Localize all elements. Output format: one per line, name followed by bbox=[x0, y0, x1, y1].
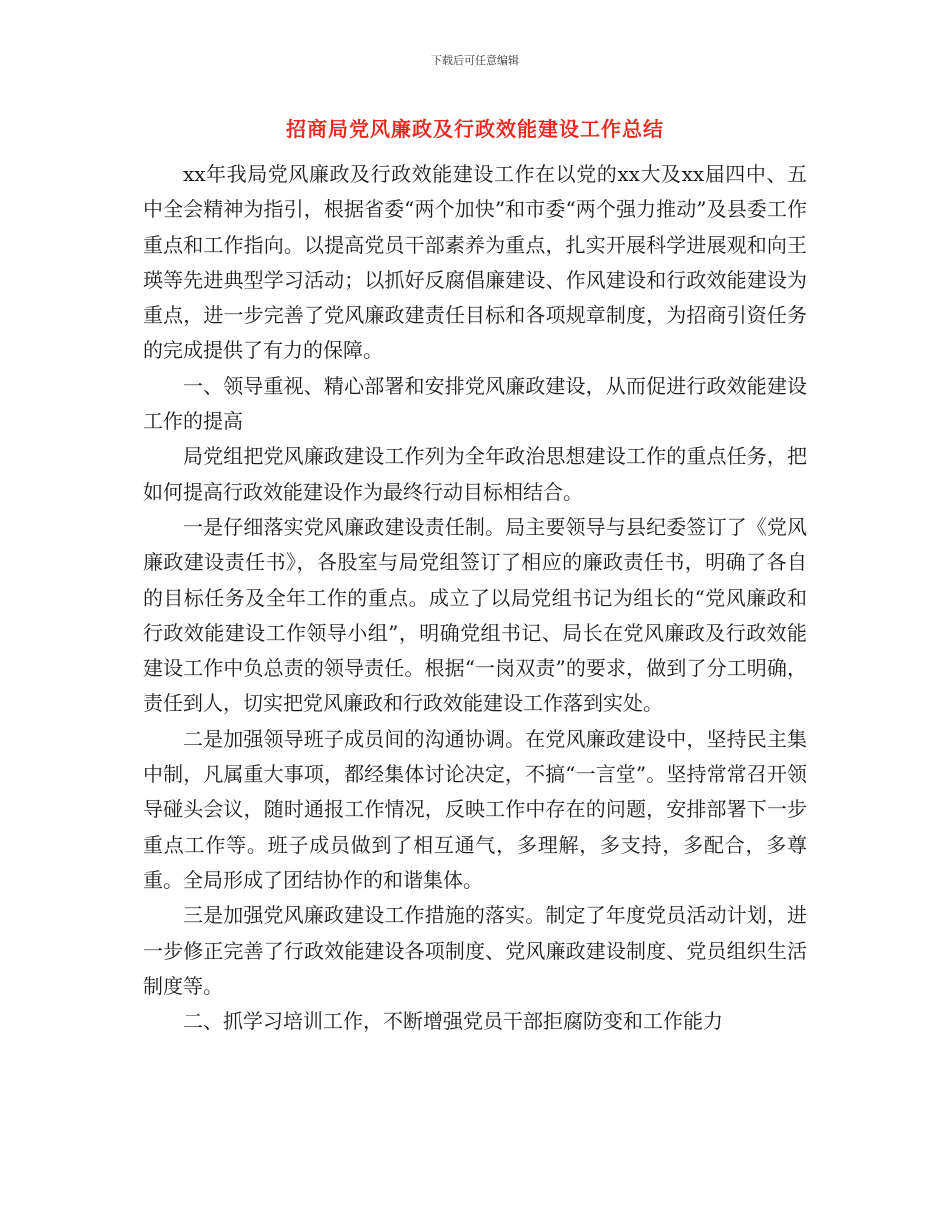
paragraph: 局党组把党风廉政建设工作列为全年政治思想建设工作的重点任务，把如何提高行政效能建设作为最终行动目标相结合。 bbox=[143, 444, 807, 504]
header-note: 下载后可任意编辑 bbox=[431, 54, 519, 67]
document-title: 招商局党风廉政及行政效能建设工作总结 bbox=[286, 117, 664, 141]
paragraph: 二是加强领导班子成员间的沟通协调。在党风廉政建设中，坚持民主集中制，凡属重大事项，都经集体讨论决定，不搞“一言堂”。坚持常常召开领导碰头会议，随时通报工作情况，反映工作中存在的问题，安排部署下一步重点工作等。班子成员做到了相互通气，多理解，多支持，多配合，多尊重。全局形成了团结协作的和谐集体。 bbox=[143, 726, 807, 892]
section-heading-2: 二、抓学习培训工作，不断增强党员干部拒腐防变和工作能力 bbox=[183, 1009, 723, 1034]
paragraph-intro: xx年我局党风廉政及行政效能建设工作在以党的xx大及xx届四中、五中全会精神为指引，根据省委“两个加快”和市委“两个强力推动”及县委工作重点和工作指向。以提高党员干部素养为重点，扎实开展科学进展观和向王瑛等先进典型学习活动；以抓好反腐倡廉建设、作风建设和行政效能建设为重点，进一步完善了党风廉政建责任目标和各项规章制度，为招商引资任务的完成提供了有力的保障。 bbox=[143, 162, 807, 363]
paragraph: 三是加强党风廉政建设工作措施的落实。制定了年度党员活动计划，进一步修正完善了行政效能建设各项制度、党风廉政建设制度、党员组织生活制度等。 bbox=[143, 903, 807, 998]
document-body bbox=[143, 157, 807, 1039]
section-heading-1: 一、领导重视、精心部署和安排党风廉政建设，从而促进行政效能建设工作的提高 bbox=[143, 373, 807, 434]
paragraph: 一是仔细落实党风廉政建设责任制。局主要领导与县纪委签订了《党风廉政建设责任书》，各股室与局党组签订了相应的廉政责任书，明确了各自的目标任务及全年工作的重点。成立了以局党组书记为组长的“党风廉政和行政效能建设工作领导小组”，明确党组书记、局长在党风廉政及行政效能建设工作中负总责的领导责任。根据“一岗双责”的要求，做到了分工明确，责任到人，切实把党风廉政和行政效能建设工作落到实处。 bbox=[143, 514, 807, 716]
